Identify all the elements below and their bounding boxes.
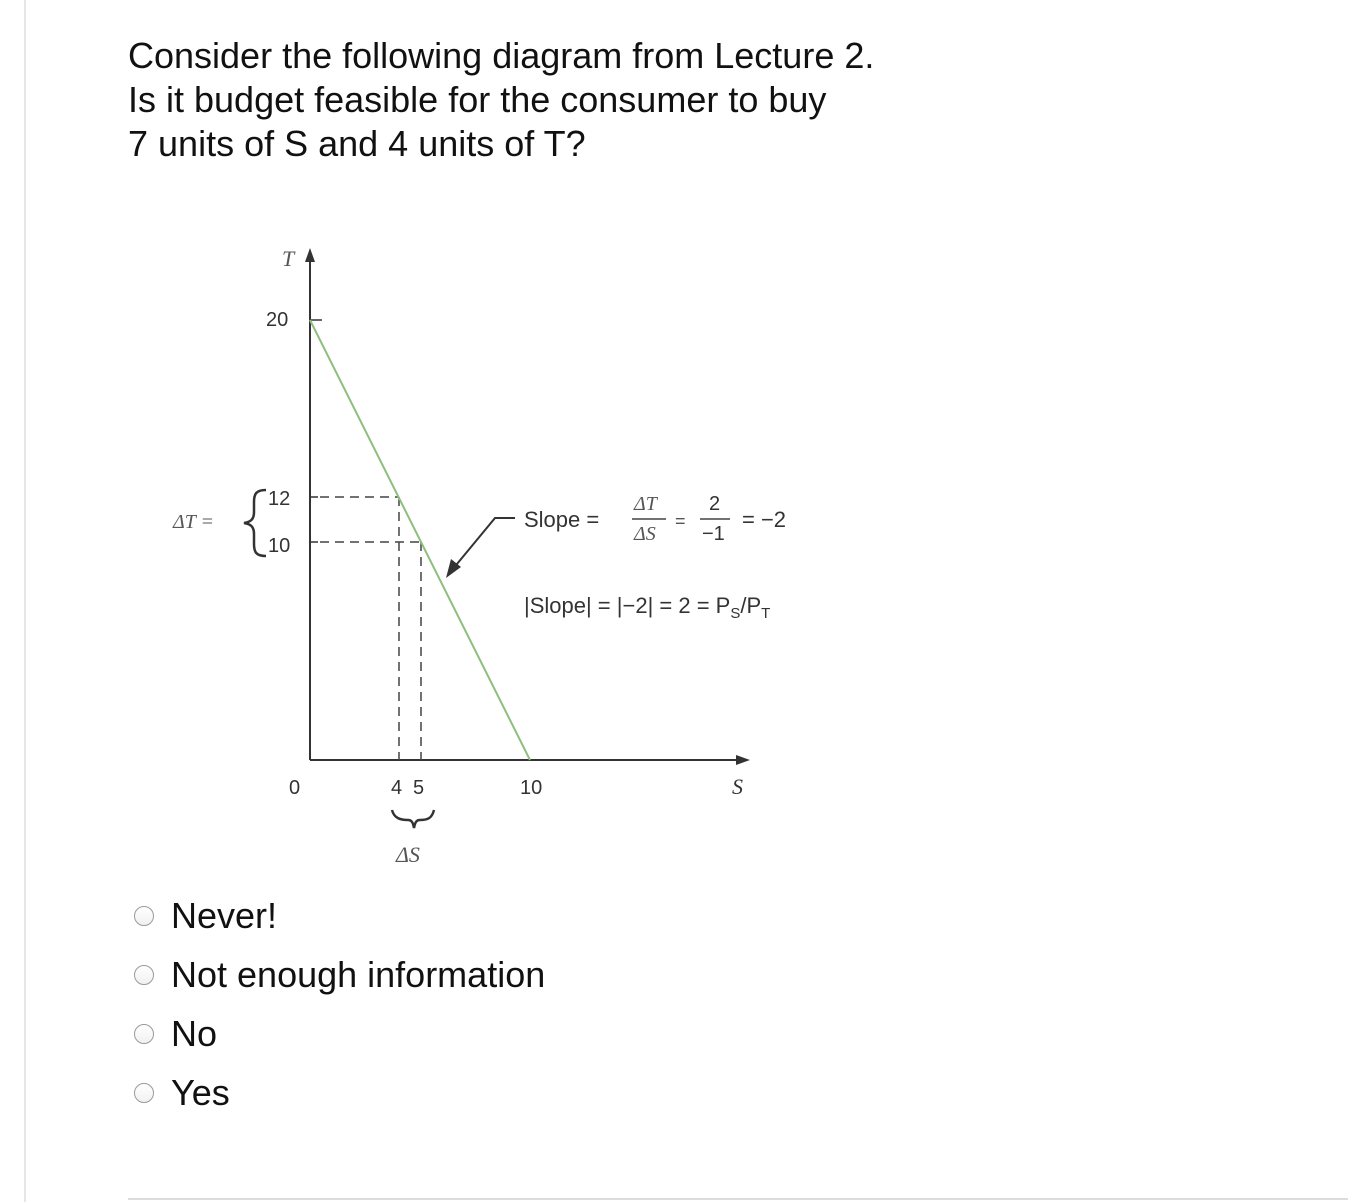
t-axis-arrow: [305, 248, 315, 262]
radio-button[interactable]: [134, 1083, 154, 1103]
s-axis-label: S: [732, 774, 743, 799]
question-line-1: Consider the following diagram from Lecture 2.: [128, 35, 875, 76]
diagram-svg: [170, 240, 890, 880]
tick-label-10: 10: [268, 535, 291, 557]
delta-s-label: ΔS: [396, 842, 420, 867]
radio-button[interactable]: [134, 906, 154, 926]
slope-label: Slope =: [524, 507, 600, 532]
budget-line: [310, 320, 530, 760]
delta-t-label: ΔT =: [173, 511, 214, 533]
slope-num: 2: [709, 493, 721, 515]
budget-line-diagram: [170, 240, 890, 880]
radio-button[interactable]: [134, 965, 154, 985]
question-text: [128, 34, 1028, 166]
slope-den: −1: [702, 523, 725, 545]
slope-frac-num: ΔT: [634, 493, 657, 515]
t-axis-label: T: [282, 246, 295, 271]
bottom-divider: [128, 1198, 1348, 1200]
delta-s-brace: [392, 810, 434, 828]
x-tick-label-4: 4: [391, 777, 403, 799]
slope-eq-1: =: [675, 511, 686, 531]
x-tick-label-10: 10: [520, 777, 543, 799]
question-line-3: 7 units of S and 4 units of T?: [128, 123, 586, 164]
option-label: Never!: [171, 895, 278, 936]
s-axis-arrow: [736, 755, 750, 765]
option-label: Not enough information: [171, 954, 546, 995]
question-line-2: Is it budget feasible for the consumer to buy: [128, 79, 827, 120]
pointer-line: [452, 518, 515, 570]
radio-button[interactable]: [134, 1024, 154, 1044]
left-border: [24, 0, 26, 1202]
option-label: No: [171, 1013, 218, 1054]
slope-result: = −2: [742, 507, 787, 532]
abs-slope-formula: |Slope| = $|-2| = 2 = P_S/P_T$: [524, 593, 771, 622]
option-label: Yes: [171, 1072, 230, 1113]
tick-label-12: 12: [268, 488, 291, 510]
delta-t-brace: [244, 490, 266, 556]
slope-frac-den: ΔS: [634, 523, 656, 545]
origin-label: 0: [289, 777, 301, 799]
tick-label-20: 20: [266, 309, 289, 331]
x-tick-label-5: 5: [413, 777, 425, 799]
